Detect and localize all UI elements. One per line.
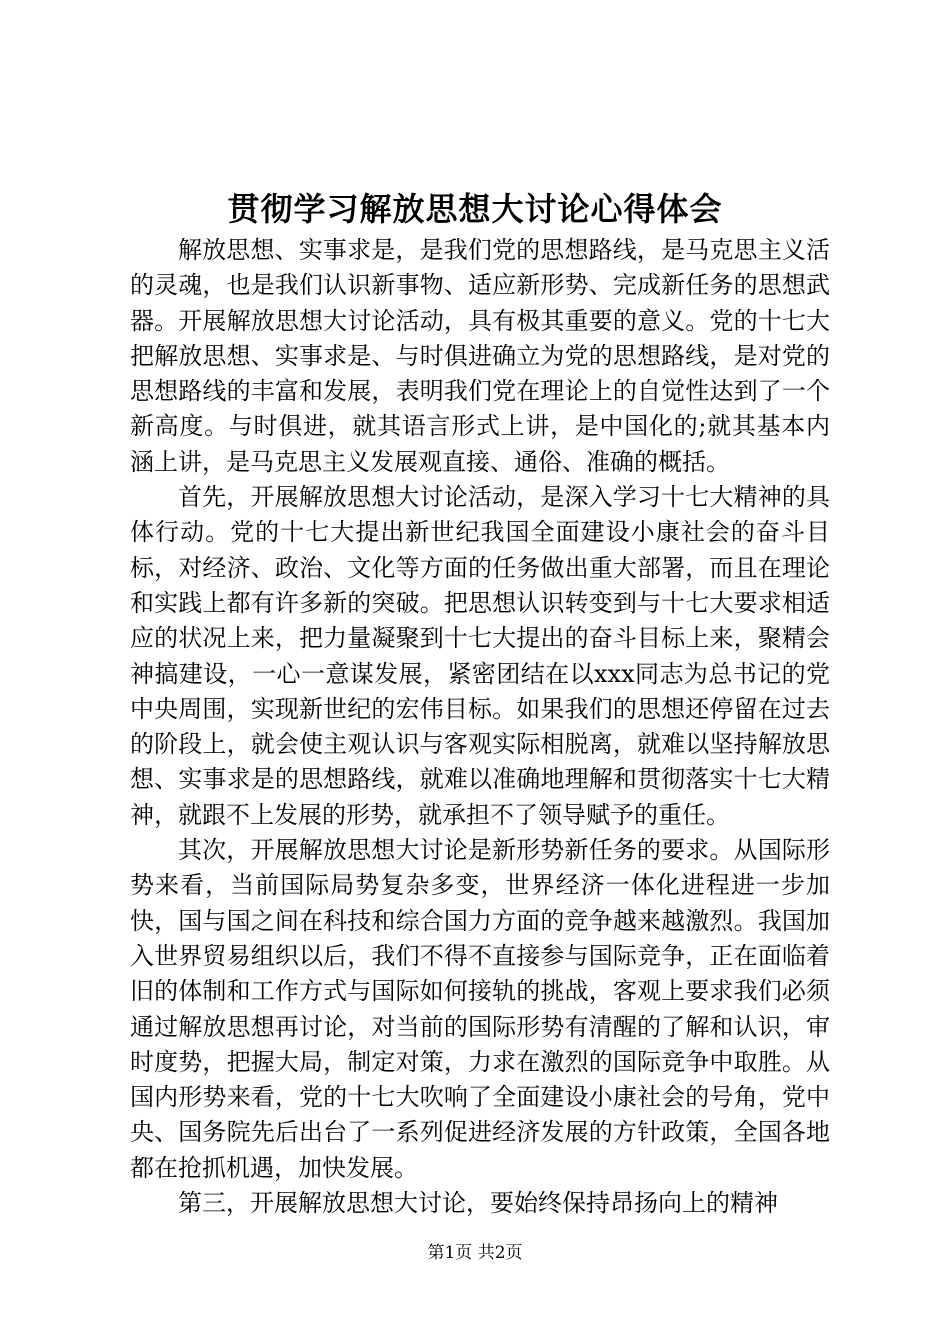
document-title: 贯彻学习解放思想大讨论心得体会 [227,190,723,228]
document-body [130,233,830,1221]
paragraph-3: 其次，开展解放思想大讨论是新形势新任务的要求。从国际形势来看，当前国际局势复杂多变，世界经济一体化进程进一步加快，国与国之间在科技和综合国力方面的竞争越来越激烈。我国加入世界贸易组织以后，我们不得不直接参与国际竞争，正在面临着旧的体制和工作方式与国际如何接轨的挑战，客观上要求我们必须通过解放思想再讨论，对当前的国际形势有清醒的了解和认识，审时度势，把握大局，制定对策，力求在激烈的国际竞争中取胜。从国内形势来看，党的十七大吹响了全面建设小康社会的号角，党中央、国务院先后出台了一系列促进经济发展的方针政策，全国各地都在抢抓机遇，加快发展。 [130,836,830,1182]
paragraph-2: 首先，开展解放思想大讨论活动，是深入学习十七大精神的具体行动。党的十七大提出新世纪我国全面建设小康社会的奋斗目标，对经济、政治、文化等方面的任务做出重大部署，而且在理论和实践上都有许多新的突破。把思想认识转变到与十七大要求相适应的状况上来，把力量凝聚到十七大提出的奋斗目标上来，聚精会神搞建设，一心一意谋发展，紧密团结在以xxx同志为总书记的党中央周围，实现新世纪的宏伟目标。如果我们的思想还停留在过去的阶段上，就会使主观认识与客观实际相脱离，就难以坚持解放思想、实事求是的思想路线，就难以准确地理解和贯彻落实十七大精神，就跟不上发展的形势，就承担不了领导赋予的重任。 [130,483,830,829]
page-number-footer: 第1页 共2页 [427,1243,523,1263]
paragraph-1: 解放思想、实事求是，是我们党的思想路线，是马克思主义活的灵魂，也是我们认识新事物、适应新形势、完成新任务的思想武器。开展解放思想大讨论活动，具有极其重要的意义。党的十七大把解放思想、实事求是、与时俱进确立为党的思想路线，是对党的思想路线的丰富和发展，表明我们党在理论上的自觉性达到了一个新高度。与时俱进，就其语言形式上讲，是中国化的;就其基本内涵上讲，是马克思主义发展观直接、通俗、准确的概括。 [130,236,830,476]
paragraph-4: 第三，开展解放思想大讨论，要始终保持昂扬向上的精神 [178,1189,778,1218]
